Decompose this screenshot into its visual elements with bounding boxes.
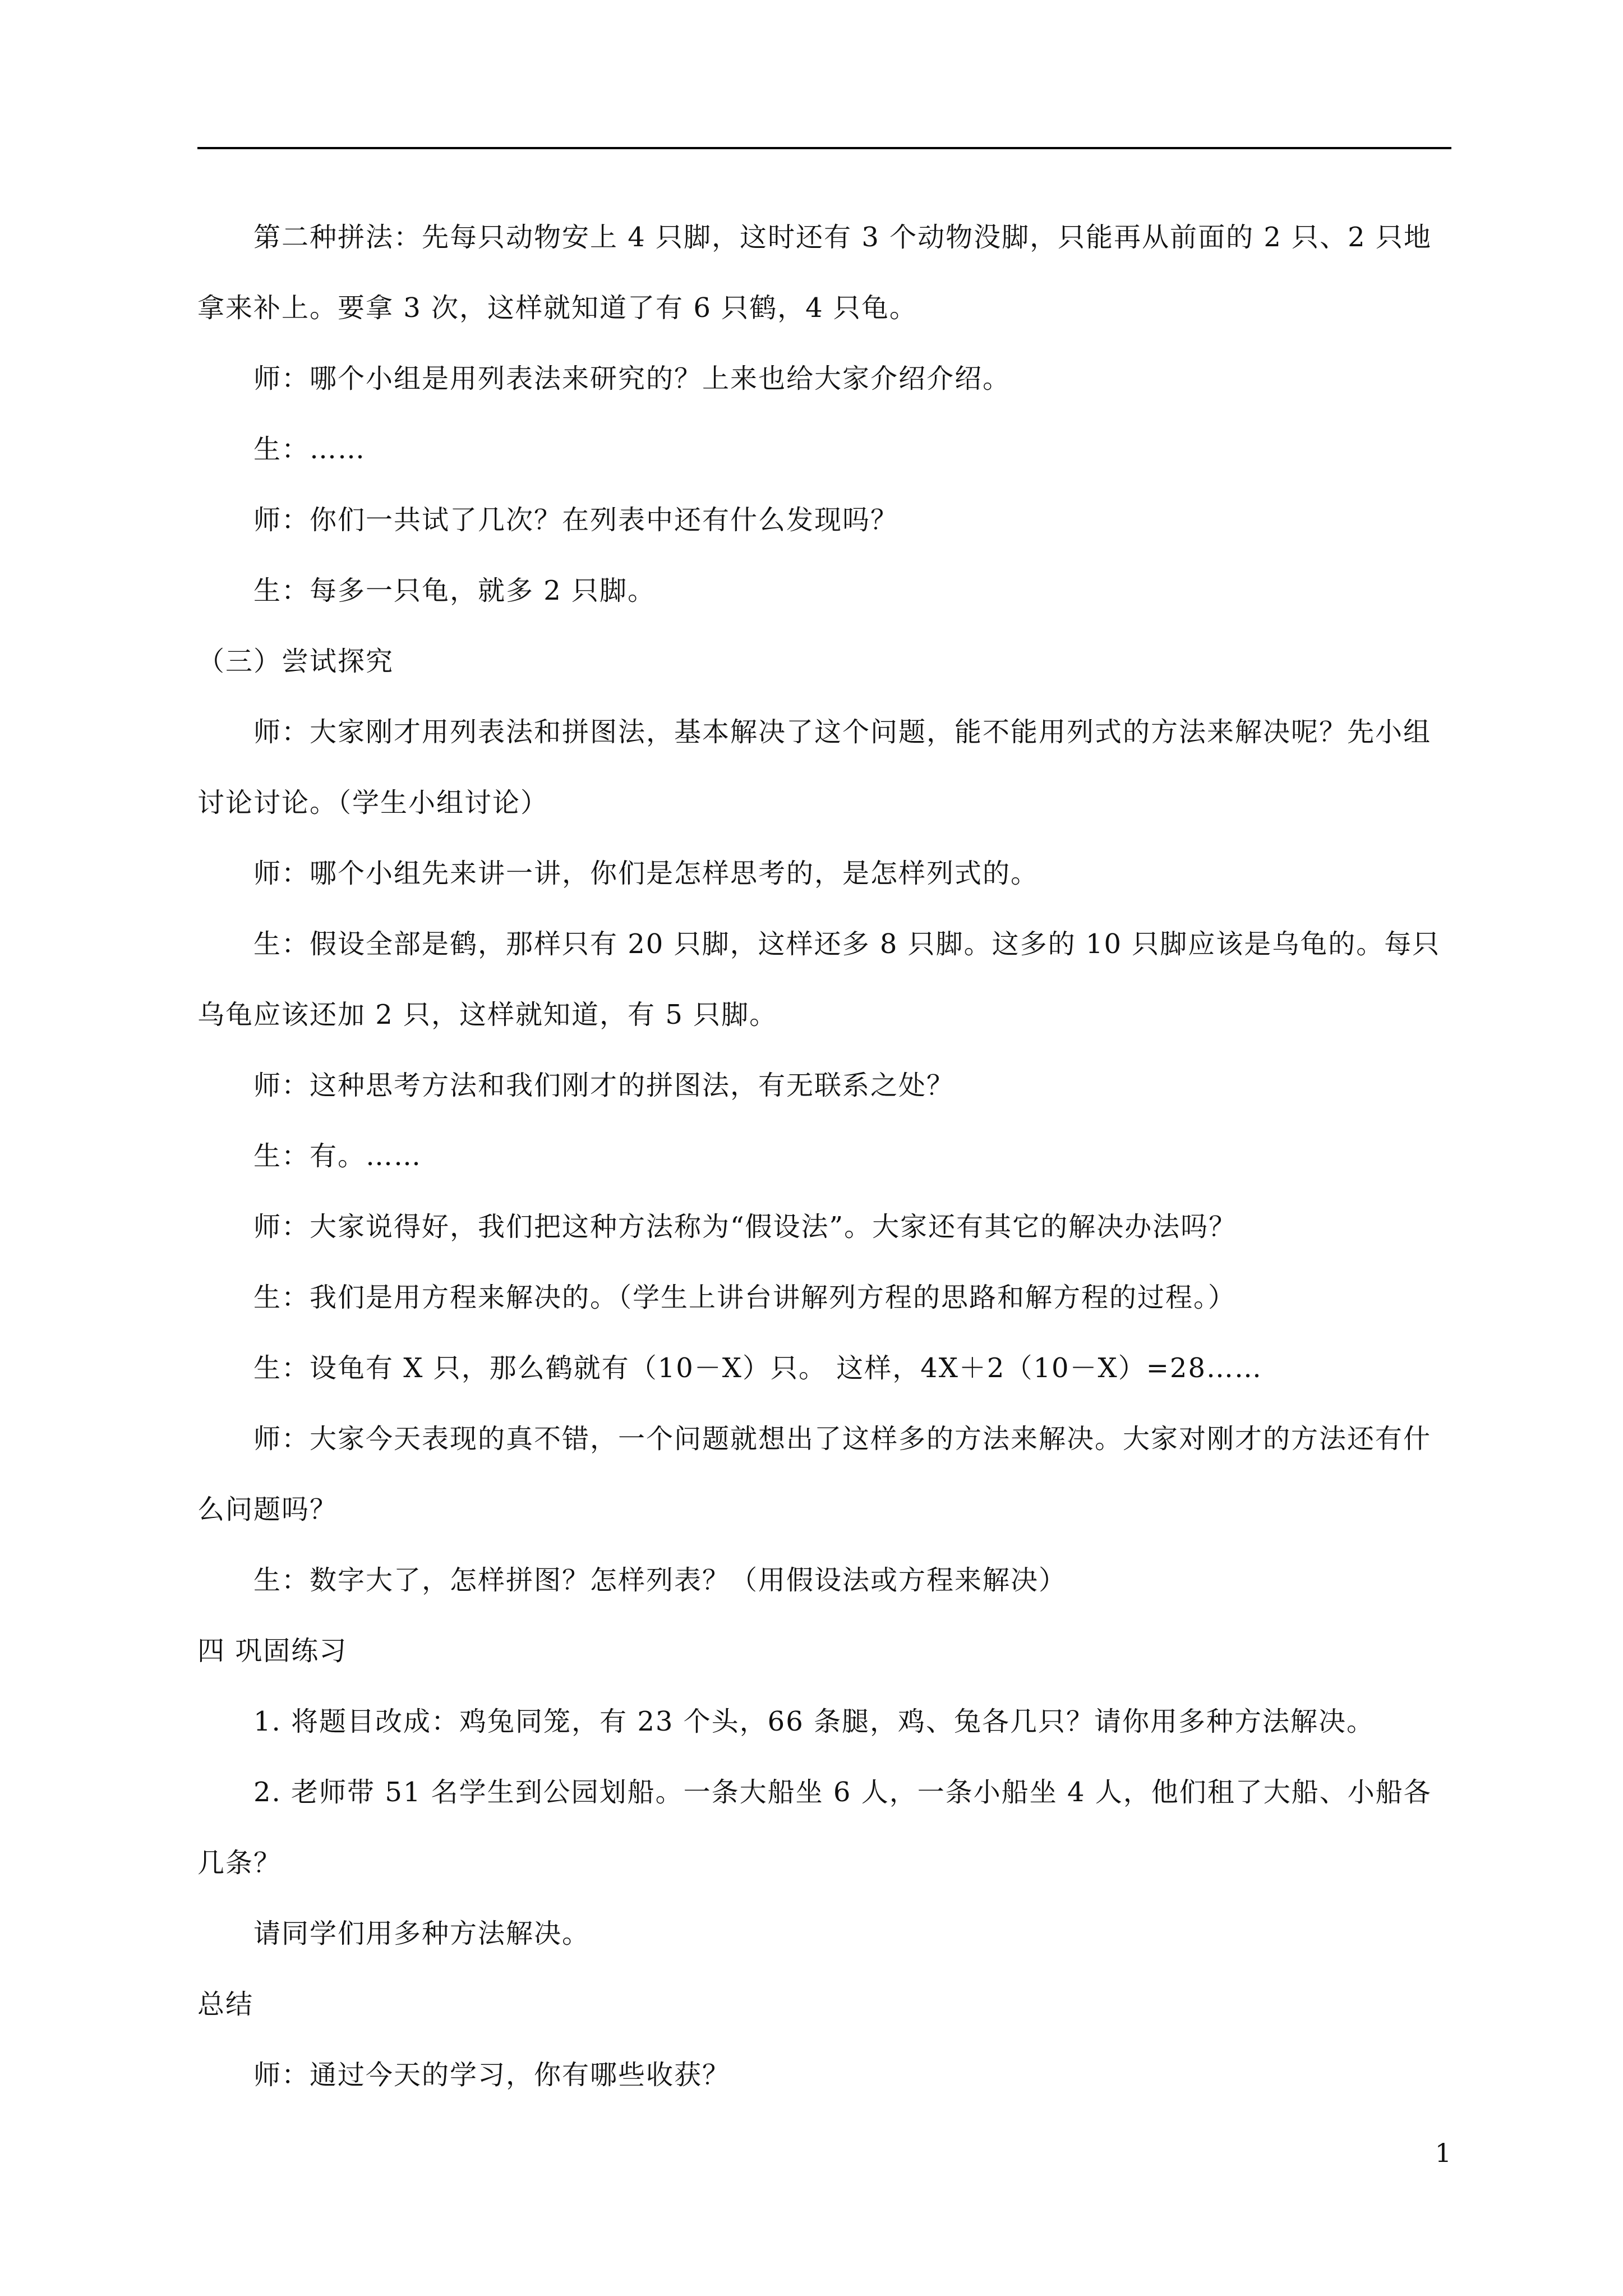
paragraph-student-equation-setup: 生：设龟有 X 只，那么鹤就有（10－X）只。 这样，4X＋2（10－X）=28…… <box>253 1352 1262 1384</box>
paragraph-teacher-group-explain: 师：哪个小组先来讲一讲，你们是怎样思考的，是怎样列式的。 <box>253 858 1039 889</box>
section-heading-try-explore: （三）尝试探究 <box>197 646 394 677</box>
paragraph-teacher-praise: 师：大家今天表现的真不错，一个问题就想出了这样多的方法来解决。大家对刚才的方法还有什么问题吗？ <box>197 1423 1432 1525</box>
paragraph-teacher-assumption-method: 师：大家说得好，我们把这种方法称为“假设法”。大家还有其它的解决办法吗？ <box>253 1211 1237 1243</box>
paragraph-student-assumption: 生：假设全部是鹤，那样只有 20 只脚，这样还多 8 只脚。这多的 10 只脚应该是乌龟的。每只乌龟应该还加 2 只，这样就知道，有 5 只脚。 <box>197 928 1441 1030</box>
exercise-item-1: 1. 将题目改成：鸡兔同笼，有 23 个头，66 条腿，鸡、兔各几只？请你用多种方法解决。 <box>253 1706 1375 1737</box>
section-heading-summary: 总结 <box>197 1989 254 2020</box>
paragraph-teacher-connection: 师：这种思考方法和我们刚才的拼图法，有无联系之处？ <box>253 1070 955 1101</box>
paragraph-teacher-summary-question: 师：通过今天的学习，你有哪些收获？ <box>253 2059 731 2091</box>
paragraph-teacher-formula-question: 师：大家刚才用列表法和拼图法，基本解决了这个问题，能不能用列式的方法来解决呢？先小组讨论讨论。（学生小组讨论） <box>197 716 1432 818</box>
section-heading-practice: 四 巩固练习 <box>197 1635 348 1667</box>
paragraph-second-method: 第二种拼法：先每只动物安上 4 只脚，这时还有 3 个动物没脚，只能再从前面的 2 只、2 只地拿来补上。要拿 3 次，这样就知道了有 6 只鹤，4 只龟。 <box>197 222 1432 324</box>
paragraph-student-yes: 生：有。…… <box>253 1140 422 1172</box>
paragraph-student-pattern: 生：每多一只龟，就多 2 只脚。 <box>253 575 656 606</box>
paragraph-student-equation: 生：我们是用方程来解决的。（学生上讲台讲解列方程的思路和解方程的过程。） <box>253 1282 1237 1313</box>
document-body <box>197 202 1451 2110</box>
exercise-item-2: 2. 老师带 51 名学生到公园划船。一条大船坐 6 人，一条小船坐 4 人，他们租了大船、小船各几条？ <box>197 1777 1432 1879</box>
paragraph-teacher-tries: 师：你们一共试了几次？在列表中还有什么发现吗？ <box>253 504 899 536</box>
page-number: 1 <box>1435 2138 1451 2168</box>
paragraph-teacher-list-method: 师：哪个小组是用列表法来研究的？上来也给大家介绍介绍。 <box>253 363 1011 394</box>
paragraph-student-large-numbers: 生：数字大了，怎样拼图？怎样列表？（用假设法或方程来解决） <box>253 1565 1067 1596</box>
header-rule <box>197 147 1451 149</box>
paragraph-student-ellipsis: 生：…… <box>253 434 366 465</box>
paragraph-exercise-instruction: 请同学们用多种方法解决。 <box>253 1918 591 1949</box>
